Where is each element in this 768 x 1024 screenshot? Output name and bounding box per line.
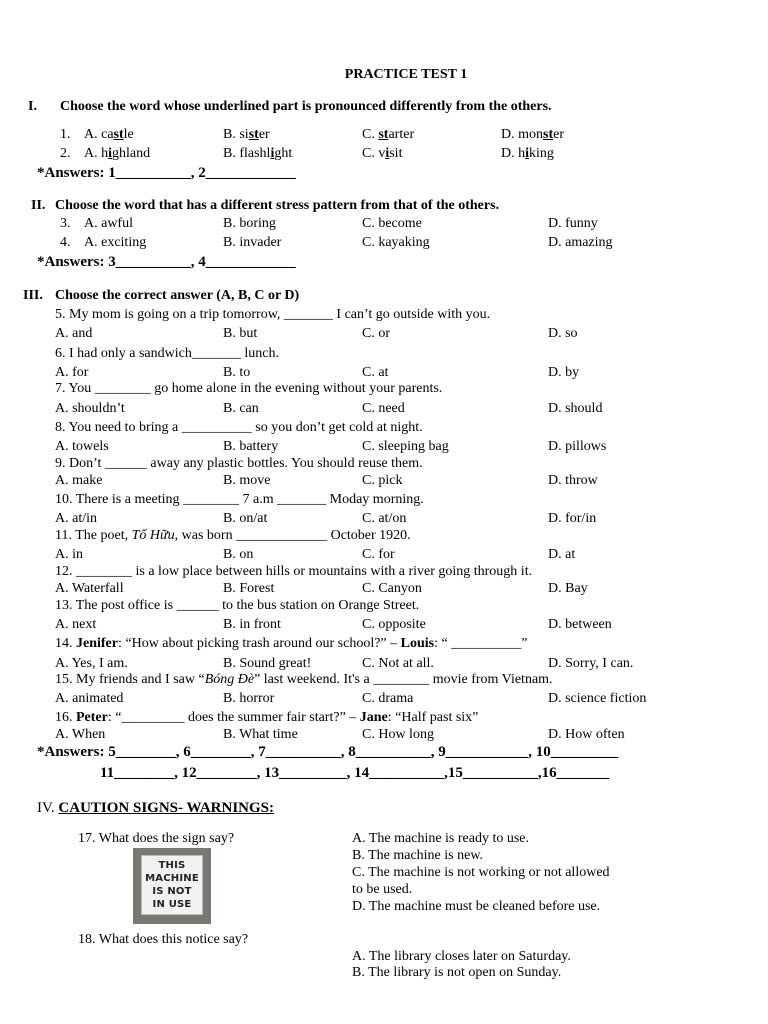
sign-line-1: THIS bbox=[158, 860, 186, 871]
question-13-option-d: D. between bbox=[548, 617, 612, 632]
question-12-option-a: A. Waterfall bbox=[55, 581, 124, 596]
question-8-option-b: B. battery bbox=[223, 439, 279, 454]
question-18-option-b: B. The library is not open on Sunday. bbox=[352, 965, 562, 980]
question-5-option-d: D. so bbox=[548, 326, 578, 341]
question-10-stem: 10. There is a meeting ________ 7 a.m _______ Moday morning. bbox=[55, 492, 424, 507]
question-5-option-a: A. and bbox=[55, 326, 93, 341]
question-15-option-b: B. horror bbox=[223, 691, 275, 706]
question-17-option-c-line1: C. The machine is not working or not allowed bbox=[352, 865, 610, 880]
question-8-option-c: C. sleeping bag bbox=[362, 439, 449, 454]
question-6-stem: 6. I had only a sandwich_______ lunch. bbox=[55, 346, 279, 361]
question-4-option-a: A. exciting bbox=[84, 235, 147, 250]
question-17-stem: 17. What does the sign say? bbox=[78, 831, 235, 846]
question-7-stem: 7. You ________ go home alone in the evening without your parents. bbox=[55, 381, 443, 396]
question-1-number: 1. bbox=[60, 127, 71, 142]
question-18-option-a: A. The library closes later on Saturday. bbox=[352, 949, 571, 964]
question-17-option-c-line2: to be used. bbox=[352, 882, 413, 897]
question-3-option-c: C. become bbox=[362, 216, 422, 231]
question-8-stem: 8. You need to bring a __________ so you don’t get cold at night. bbox=[55, 420, 423, 435]
question-11-option-d: D. at bbox=[548, 547, 576, 562]
question-16-option-c: C. How long bbox=[362, 727, 434, 742]
question-15-option-d: D. science fiction bbox=[548, 691, 647, 706]
question-14-option-a: A. Yes, I am. bbox=[55, 656, 128, 671]
question-9-option-c: C. pick bbox=[362, 473, 403, 488]
question-6-option-b: B. to bbox=[223, 365, 251, 380]
question-16-option-b: B. What time bbox=[223, 727, 298, 742]
question-8-option-a: A. towels bbox=[55, 439, 109, 454]
question-9-stem: 9. Don’t ______ away any plastic bottles. You should reuse them. bbox=[55, 456, 423, 471]
question-4-option-d: D. amazing bbox=[548, 235, 613, 250]
question-8-option-d: D. pillows bbox=[548, 439, 607, 454]
question-12-stem: 12. ________ is a low place between hills or mountains with a river going through it. bbox=[55, 564, 533, 579]
question-2-option-b: B. flashlight bbox=[223, 146, 293, 161]
question-3-number: 3. bbox=[60, 216, 71, 231]
question-4-option-c: C. kayaking bbox=[362, 235, 430, 250]
question-17-option-b: B. The machine is new. bbox=[352, 848, 484, 863]
question-11-option-c: C. for bbox=[362, 547, 395, 562]
question-17-option-d: D. The machine must be cleaned before use. bbox=[352, 899, 601, 914]
question-3-option-d: D. funny bbox=[548, 216, 598, 231]
question-16-option-a: A. When bbox=[55, 727, 106, 742]
question-5-option-c: C. or bbox=[362, 326, 390, 341]
question-12-option-c: C. Canyon bbox=[362, 581, 422, 596]
question-13-option-a: A. next bbox=[55, 617, 97, 632]
section-4-heading: IV. CAUTION SIGNS- WARNINGS: bbox=[37, 800, 275, 816]
answers-line-3-4: *Answers: 3__________, 4____________ bbox=[37, 254, 296, 270]
question-4-option-b: B. invader bbox=[223, 235, 282, 250]
question-5-stem: 5. My mom is going on a trip tomorrow, _______ I can’t go outside with you. bbox=[55, 307, 491, 322]
question-11-option-a: A. in bbox=[55, 547, 83, 562]
question-10-option-a: A. at/in bbox=[55, 511, 97, 526]
question-9-option-b: B. move bbox=[223, 473, 271, 488]
section-1-heading: Choose the word whose underlined part is pronounced differently from the others. bbox=[60, 99, 552, 114]
question-11-option-b: B. on bbox=[223, 547, 254, 562]
question-14-option-d: D. Sorry, I can. bbox=[548, 656, 634, 671]
question-15-option-a: A. animated bbox=[55, 691, 124, 706]
page-title: PRACTICE TEST 1 bbox=[344, 67, 468, 82]
section-3-number: III. bbox=[23, 288, 43, 303]
sign-line-2: MACHINE bbox=[145, 873, 199, 884]
question-14-option-c: C. Not at all. bbox=[362, 656, 434, 671]
question-9-option-d: D. throw bbox=[548, 473, 598, 488]
question-2-option-a: A. highland bbox=[84, 146, 151, 161]
question-13-stem: 13. The post office is ______ to the bus station on Orange Street. bbox=[55, 598, 420, 613]
question-7-option-d: D. should bbox=[548, 401, 603, 416]
question-2-option-c: C. visit bbox=[362, 146, 403, 161]
question-12-option-b: B. Forest bbox=[223, 581, 275, 596]
question-9-option-a: A. make bbox=[55, 473, 103, 488]
section-2-heading: Choose the word that has a different stress pattern from that of the others. bbox=[55, 198, 500, 213]
question-15-stem: 15. My friends and I saw “Bóng Đè” last weekend. It's a ________ movie from Vietnam. bbox=[55, 672, 553, 687]
question-17-option-a: A. The machine is ready to use. bbox=[352, 831, 530, 846]
question-4-number: 4. bbox=[60, 235, 71, 250]
question-2-number: 2. bbox=[60, 146, 71, 161]
question-6-option-a: A. for bbox=[55, 365, 89, 380]
machine-not-in-use-sign-image bbox=[133, 848, 211, 924]
question-7-option-c: C. need bbox=[362, 401, 405, 416]
answers-line-11-16: 11________, 12________, 13_________, 14__________,15__________,16_______ bbox=[100, 765, 610, 781]
sign-line-4: IN USE bbox=[152, 899, 192, 910]
sign-line-3: IS NOT bbox=[152, 886, 192, 897]
answers-line-1-2: *Answers: 1__________, 2____________ bbox=[37, 165, 296, 181]
question-3-option-a: A. awful bbox=[84, 216, 133, 231]
question-18-stem: 18. What does this notice say? bbox=[78, 932, 249, 947]
question-14-stem: 14. Jenifer: “How about picking trash around our school?” – Louis: “ __________” bbox=[55, 636, 528, 651]
question-1-option-c: C. starter bbox=[362, 127, 415, 142]
question-10-option-d: D. for/in bbox=[548, 511, 597, 526]
section-3-heading: Choose the correct answer (A, B, C or D) bbox=[55, 288, 300, 303]
question-6-option-c: C. at bbox=[362, 365, 389, 380]
answers-line-5-10: *Answers: 5________, 6________, 7__________, 8__________, 9___________, 10_________ bbox=[37, 744, 619, 760]
question-16-stem: 16. Peter: “_________ does the summer fair start?” – Jane: “Half past six” bbox=[55, 710, 479, 725]
question-1-option-d: D. monster bbox=[501, 127, 565, 142]
question-10-option-c: C. at/on bbox=[362, 511, 407, 526]
question-3-option-b: B. boring bbox=[223, 216, 276, 231]
sign-plate bbox=[141, 855, 203, 915]
question-11-stem: 11. The poet, Tố Hữu, was born _____________ October 1920. bbox=[55, 528, 411, 543]
question-5-option-b: B. but bbox=[223, 326, 258, 341]
question-13-option-b: B. in front bbox=[223, 617, 281, 632]
section-1-number: I. bbox=[28, 99, 37, 114]
question-10-option-b: B. on/at bbox=[223, 511, 268, 526]
question-7-option-b: B. can bbox=[223, 401, 259, 416]
question-12-option-d: D. Bay bbox=[548, 581, 588, 596]
section-2-number: II. bbox=[31, 198, 46, 213]
question-14-option-b: B. Sound great! bbox=[223, 656, 312, 671]
question-6-option-d: D. by bbox=[548, 365, 580, 380]
question-13-option-c: C. opposite bbox=[362, 617, 426, 632]
question-1-option-b: B. sister bbox=[223, 127, 270, 142]
question-15-option-c: C. drama bbox=[362, 691, 414, 706]
question-16-option-d: D. How often bbox=[548, 727, 625, 742]
question-7-option-a: A. shouldn’t bbox=[55, 401, 125, 416]
question-2-option-d: D. hiking bbox=[501, 146, 554, 161]
question-1-option-a: A. castle bbox=[84, 127, 134, 142]
